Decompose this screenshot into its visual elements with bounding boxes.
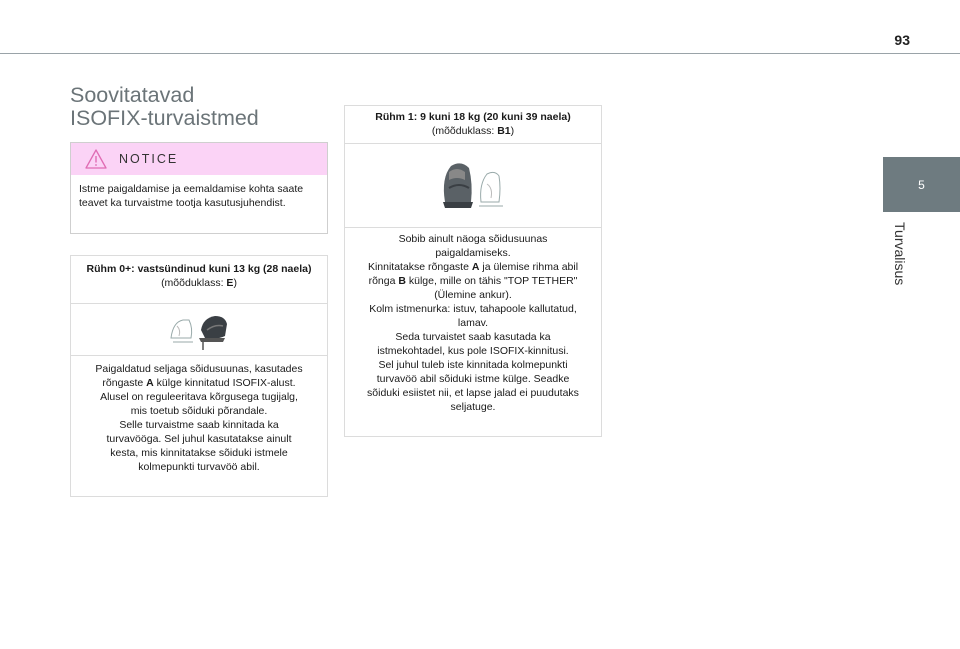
group1-description-line: turvavöö abil sõiduki istme külge. Seadke xyxy=(376,373,570,385)
chapter-number: 5 xyxy=(918,177,925,192)
notice-heading: NOTICE xyxy=(119,152,179,166)
group1-description-line: (Ülemine ankur). xyxy=(434,289,512,301)
group0-header xyxy=(71,256,327,304)
group0-image-cell xyxy=(71,304,327,356)
group0-description-line: Paigaldatud seljaga sõidusuunas, kasutades xyxy=(95,363,303,375)
group1-description-line: Sobib ainult näoga sõidusuunas xyxy=(398,233,548,245)
group1-header xyxy=(345,106,601,144)
group1-description-line: Seda turvaistet saab kasutada ka xyxy=(395,331,551,343)
group1-description-line: Sel juhul tuleb iste kinnitada kolmepunkti xyxy=(378,359,568,371)
page-title xyxy=(70,84,259,130)
group0-description-line: kolmepunkti turvavöö abil. xyxy=(138,461,260,473)
warning-triangle-icon xyxy=(85,149,107,169)
group0-description-line: Selle turvaistme saab kinnitada ka xyxy=(119,419,279,431)
notice-header xyxy=(71,143,327,175)
group1-image-cell xyxy=(345,144,601,228)
group0-description-line: mis toetub sõiduki põrandale. xyxy=(130,405,268,417)
group0-description-line: rõngaste A külge kinnitatud ISOFIX-alust. xyxy=(102,377,296,389)
group0-card xyxy=(70,255,328,497)
chapter-label-wrap xyxy=(888,222,908,302)
group1-description-line: rõnga B külge, mille on tähis "TOP TETHER" xyxy=(368,275,578,287)
group1-description-line: Kolm istmenurka: istuv, tahapoole kallutatud, xyxy=(369,303,577,315)
group0-heading: Rühm 0+: vastsündinud kuni 13 kg (28 naela) xyxy=(86,263,312,275)
group1-description-line: lamav. xyxy=(457,317,489,329)
group0-description-line: turvavööga. Sel juhul kasutatakse ainult xyxy=(106,433,292,445)
group1-description-line: sõiduki esiistet nii, et lapse jalad ei puudutaks xyxy=(367,387,579,399)
chapter-label: Turvalisus xyxy=(892,222,908,286)
group0-class: (mõõduklass: E) xyxy=(161,277,237,289)
group0-description xyxy=(71,356,327,478)
group1-card xyxy=(344,105,602,437)
group1-description-line: Kinnitatakse rõngaste A ja ülemise rihma abil xyxy=(367,261,579,273)
group1-description-line: paigaldamiseks. xyxy=(435,247,511,259)
chapter-tab[interactable] xyxy=(883,157,960,212)
page-number: 93 xyxy=(894,32,910,48)
group1-description-line: istmekohtadel, kus pole ISOFIX-kinnitusi. xyxy=(377,345,569,357)
notice-box xyxy=(70,142,328,234)
notice-text: Istme paigaldamise ja eemaldamise kohta saate teavet ka turvaistme tootja kasutusjuhendist. xyxy=(79,183,304,209)
group1-description xyxy=(345,228,601,418)
group0-description-line: Alusel on reguleeritava kõrgusega tugijalg, xyxy=(100,391,298,403)
page-title-line2: ISOFIX-turvaistmed xyxy=(70,106,259,130)
header-rule xyxy=(0,53,960,54)
group1-description-line: seljatuge. xyxy=(450,401,496,413)
infant-carrier-isofix-base-icon xyxy=(167,308,231,352)
group1-class: (mõõduklass: B1) xyxy=(431,125,515,137)
group1-heading: Rühm 1: 9 kuni 18 kg (20 kuni 39 naela) xyxy=(375,111,571,123)
child-seat-top-tether-icon xyxy=(437,158,509,214)
page-title-line1: Soovitatavad xyxy=(70,83,195,107)
group0-description-line: kesta, mis kinnitatakse sõiduki istmele xyxy=(110,447,288,459)
